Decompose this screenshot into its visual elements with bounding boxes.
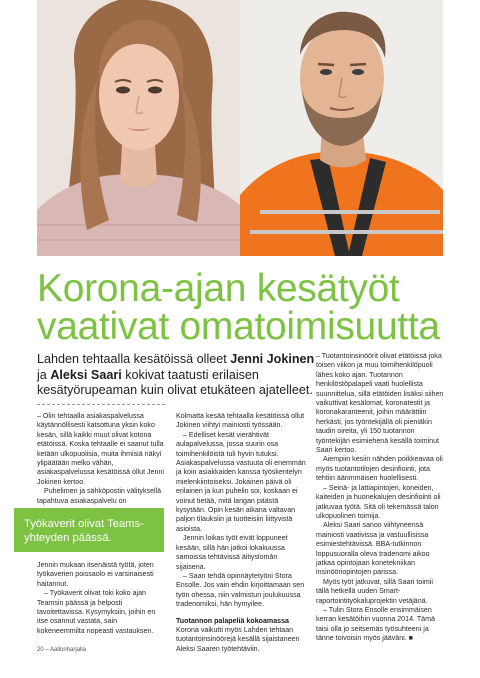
dashed-divider — [37, 404, 165, 405]
headline-line-1: Korona-ajan kesätyöt — [37, 267, 400, 310]
paragraph: – Olin tehtaalla asiakaspalvelussa käytännöllisesti katsottuna yksin koko kesän, sillä kaikki muut olivat kotona etätöissä. Koska tehtaalle ei saanut tulla ketään ulkopuolisia, muita ihmisiä näkyi ylipäätään melko vähän, asiakaspalvelussa kesätöissä ollut Jenni Jokinen kertoo. — [37, 412, 164, 486]
body-column-2 — [176, 412, 308, 654]
page-footer: 20 – Aallonharjalla — [37, 647, 87, 653]
body-column-1 — [37, 412, 165, 506]
paragraph: – Tuotantoinsinöörit olivat etätöissä joka toisen viikon ja muu toimihenkilöpuoli lähes koko ajan. Tuotannon henkilöstöpalapeli vaati huolellista suunnittelua, sillä etätöiden lisäksi siihen vaikuttivat kesälomat, koronatestit ja koronakaranteenit, joihin määrättiin herkästi, jos työntekijällä oli pieniäkin taudin oireita, yli 150 tuotannon työntekijän esimiehenä kesällä toiminut Saari kertoo. — [316, 352, 444, 455]
lead-text-1: Lahden tehtaalla kesätöissä olleet — [37, 352, 231, 366]
paragraph: Jennin mukaan itsenäistä työtä, joten työkaverien poissaolo ei varsinaisesti haitannut. — [37, 561, 154, 588]
paragraph: Myös työt jatkuvat, sillä Saari toimii tällä hetkellä uuden Smart-raportointityökaluprojektin vetäjänä. — [316, 577, 433, 605]
portrait-man-illustration — [240, 0, 443, 256]
lead-text-3: kokivat taatusti erilaisen kesätyörupeaman kuin olivat etukäteen ajatelleet. — [37, 367, 313, 397]
paragraph: Aleksi Saari sanoo viihtyneensä mainiosti vaativissa ja vastuullisissa esimiestehtävissä. BBA-tutkinnon loppusuoralla oleva tradenomi aikoo jatkaa opintojaan konetekniikan insinööriopintojen parissa. — [316, 521, 430, 577]
pull-quote-line-1: Työkaverit olivat Teams- — [24, 518, 144, 530]
lead-text-2: ja — [37, 367, 51, 382]
body-column-3 — [316, 352, 444, 644]
headline-line-2: vaativat omatoimisuutta — [37, 305, 440, 348]
photo-aleksi-saari — [240, 0, 443, 256]
body-column-1-continued — [37, 561, 165, 636]
paragraph: – Työkaverit olivat toki koko ajan Teamsin päässä ja helposti tavoitettavissa. Kysymyksiin, joihin en itse osannut vastata, sain kokeneemmilta nopeasti vastauksen. — [37, 589, 156, 635]
lead-paragraph — [37, 352, 319, 399]
pull-quote — [14, 508, 164, 552]
paragraph: – Edelliset kesät vierähtivät aulapalvelussa, jossa suurin osa toimihenkilöistä tuli hyvin tutuksi. Asiakaspalvelussa vastuuta oli enemmän ja koin asiakkaiden kanssa työskentelyn mielenkiintoiseksi. Jokainen päivä oli erilainen ja kun puhelin soi, koskaan ei voinut tietää, mitä langan päästä kysytään. Opin kesän aikana valtavan paljon tilauksiin ja tuotteisiin liittyvistä asioista. — [176, 430, 306, 533]
paragraph: Kolmatta kesää tehtaalla kesätöissä ollut Jokinen viihtyi mainiosti työssään. — [176, 412, 305, 430]
photo-jenni-jokinen — [37, 0, 240, 256]
lead-name-jenni: Jenni Jokinen — [230, 352, 315, 366]
portrait-woman-illustration — [37, 0, 240, 256]
paragraph: – Seinä- ja lattiapintojen, koneiden, kaiteiden ja huonekalujen desinfiointi oli jatkuvaa työtä. Sitä oli tekemässä talon ulkopuolinen toimija. — [316, 483, 441, 520]
paragraph: Aiempiin kesiin nähden poikkeavaa oli myös tuotantotilojen desinfiointi, jota tehtiin äärimmäisen huolellisesti. — [316, 455, 443, 483]
paragraph: Jennin loikas työt eivät loppuneet kesään, sillä hän jatkoi lokakuussa samoissa tehtävissä äitiyslomān sijaisena. — [176, 534, 288, 571]
paragraph: Puhelimen ja sähköpostin välityksellä tapahtuva asiakaspalvelu on — [37, 487, 162, 505]
lead-name-aleksi: Aleksi Saari — [50, 367, 122, 382]
paragraph: – Tulin Stora Ensolle ensimmäisen kerran kesätöihin vuonna 2014. Tämä taisi olla jo seitsemäs työsuhteeni ja tänne toivoisin myös jääväni. ■ — [316, 605, 435, 643]
article-headline — [37, 267, 457, 348]
paragraph: – Saan tehdä opinnäytetyöni Stora Ensolle. Jos vain ehdin kirjoittamaan sen työn ohessa, niin valmistun joulukuussa tradenomiksi, hän hymyilee. — [176, 571, 305, 609]
subheading: Tuotannon palapeliä kokoamassa — [176, 616, 290, 625]
paragraph: Korona vaikutti myös Lahden tehtaan tuotantoinsinöörejä kesällä sijaistaneen Aleksi Saaren työtehtäviin. — [176, 625, 300, 653]
pull-quote-line-2: yhteyden päässä. — [24, 532, 112, 544]
